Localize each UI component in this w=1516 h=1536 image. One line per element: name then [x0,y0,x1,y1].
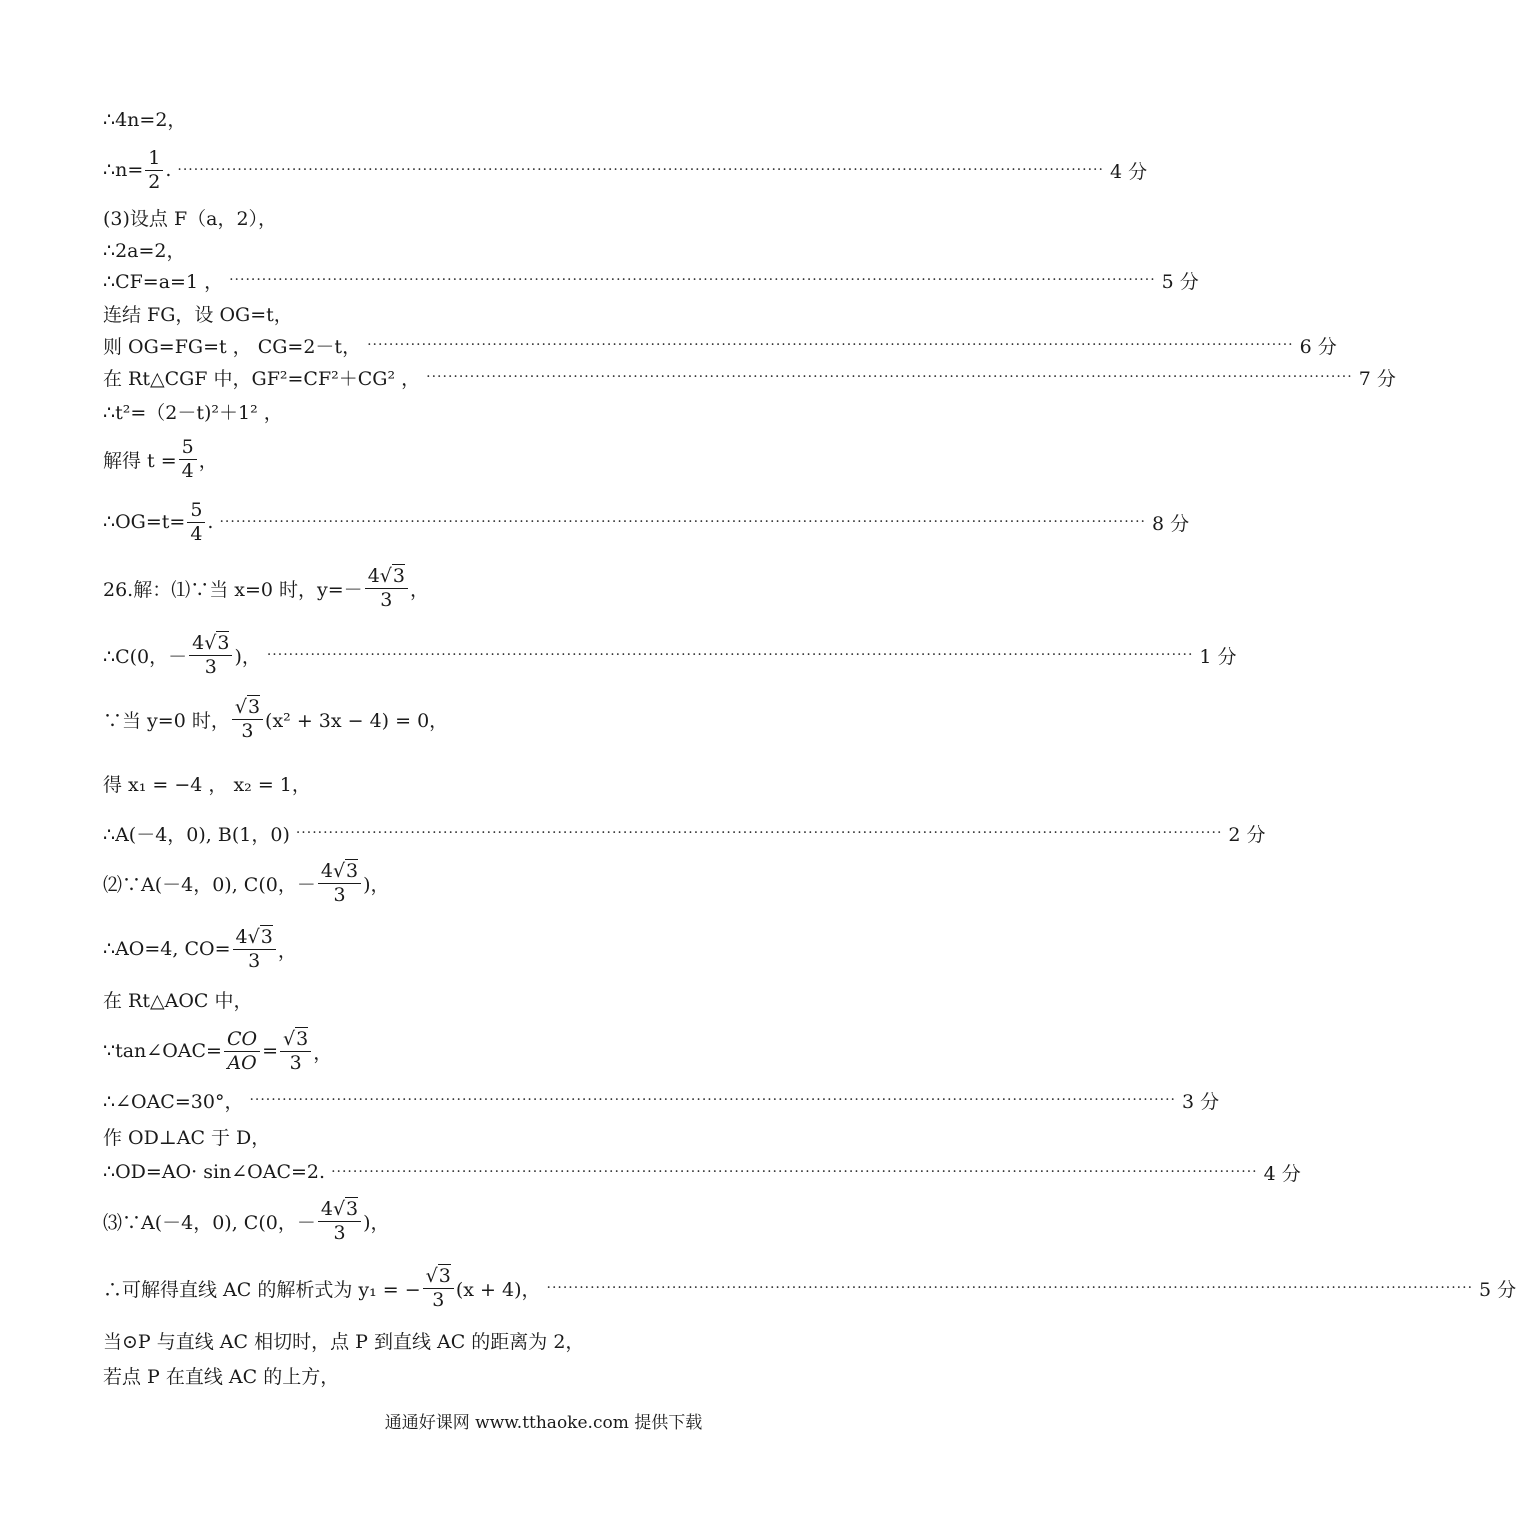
leader-dots: ·········································································································································································· [249,1092,1176,1108]
fraction-five-fourths: $\frac{5}{4}$ [187,499,205,546]
score-label: 3 分 [1182,1090,1220,1113]
line-og-result: ∴OG=t= $\frac{5}{4}$ . ·········································································································································································· 8 分 [103,498,1190,545]
line-og-fg: 则 OG=FG=t ， CG=2－t， ·········································································································································································· 6 分 [103,330,890,360]
line-od-result: ∴OD=AO· sin∠OAC=2. ·········································································································································································· 4 分 [103,1157,890,1187]
score-label: 5 分 [1479,1278,1516,1301]
line-angle-oac: ∴∠OAC=30°， ·········································································································································································· 3 分 [103,1085,890,1115]
line-2a: ∴2a=2， [103,239,186,262]
fraction-sqrt3-over-3: $\frac{√3}{3}$ [280,1028,311,1075]
fraction-4sqrt3-over-3: $\frac{4√3}{3}$ [318,860,361,907]
line-n-half: ∴n= $\frac{1}{2}$ . ·········································································································································································· 4 分 [103,146,1148,193]
line-tan: ∵tan∠OAC= $\frac{CO}{AO}$ = $\frac{√3}{3}$ ， [103,1027,333,1074]
line-rt-aoc: 在 Rt△AOC 中， [103,989,253,1012]
line-t-squared: ∴t²=（2－t)²＋1² ， [103,401,283,424]
fraction-sqrt3-over-3: $\frac{√3}{3}$ [232,696,263,743]
fraction-five-fourths: $\frac{5}{4}$ [179,436,197,483]
line-ac-equation: ∴可解得直线 AC 的解析式为 y₁ = − $\frac{√3}{3}$ (x + 4)， ·········································································································································································· 5 分 [103,1264,1516,1311]
score-label: 8 分 [1152,512,1190,535]
leader-dots: ·········································································································································································· [295,825,1223,841]
fraction-half: $\frac{1}{2}$ [145,147,163,194]
line-connect-fg: 连结 FG，设 OG=t， [103,303,293,326]
line-rt-cgf: 在 Rt△CGF 中，GF²=CF²＋CG² ， ·········································································································································································· 7 分 [103,362,890,392]
line-ao-co: ∴AO=4, CO= $\frac{4√3}{3}$ ， [103,925,297,972]
score-label: 4 分 [1263,1162,1301,1185]
line-above-ac: 若点 P 在直线 AC 的上方， [103,1365,340,1388]
line-od-perp: 作 OD⊥AC 于 D， [103,1126,271,1149]
line-cf: ∴CF=a=1 ， ·········································································································································································· 5 分 [103,265,890,295]
leader-dots: ·········································································································································································· [331,1164,1258,1180]
fraction-co-ao: $\frac{CO}{AO}$ [224,1028,260,1075]
fraction-sqrt3-over-3: $\frac{√3}{3}$ [423,1265,454,1312]
line-q2-points: ⑵∵A(－4，0), C(0，－ $\frac{4√3}{3}$ )， [103,859,390,906]
line-4n: ∴4n=2， [103,108,187,131]
score-label: 5 分 [1161,270,1199,293]
score-label: 6 分 [1299,335,1337,358]
leader-dots: ·········································································································································································· [367,337,1294,353]
score-label: 4 分 [1109,160,1148,183]
leader-dots: ·········································································································································································· [229,272,1156,288]
line-roots: 得 x₁ = −4 ， x₂ = 1， [103,773,311,796]
line-solve-t: 解得 t = $\frac{5}{4}$ ， [103,435,218,482]
leader-dots: ·········································································································································································· [219,514,1147,530]
fraction-4sqrt3-over-3: $\frac{4√3}{3}$ [189,632,232,679]
fraction-4sqrt3-over-3: $\frac{4√3}{3}$ [233,926,276,973]
leader-dots: ·········································································································································································· [426,369,1353,385]
fraction-4sqrt3-over-3: $\frac{4√3}{3}$ [365,565,408,612]
line-points-ab: ∴A(－4，0), B(1，0) ·········································································································································································· 2 分 [103,818,890,848]
line-tangent: 当⊙P 与直线 AC 相切时，点 P 到直线 AC 的距离为 2， [103,1330,585,1353]
leader-dots: ·········································································································································································· [177,162,1104,178]
leader-dots: ·········································································································································································· [546,1280,1474,1296]
line-y-zero: ∵当 y=0 时， $\frac{√3}{3}$ (x² + 3x − 4) = 0， [103,695,449,742]
line-point-f: (3)设点 F（a，2）， [103,207,278,230]
footer-credit: 通通好课网 www.tthaoke.com 提供下载 [384,1413,703,1433]
fraction-4sqrt3-over-3: $\frac{4√3}{3}$ [318,1198,361,1245]
line-q26-start: 26.解：⑴∵当 x=0 时，y=－ $\frac{4√3}{3}$ ， [103,564,429,611]
score-label: 1 分 [1199,645,1237,668]
score-label: 7 分 [1358,367,1396,390]
leader-dots: ·········································································································································································· [266,647,1194,663]
line-point-c: ∴C(0，－ $\frac{4√3}{3}$ )， ·········································································································································································· 1 分 [103,631,1237,678]
score-label: 2 分 [1228,823,1266,846]
line-q3-points: ⑶∵A(－4，0), C(0，－ $\frac{4√3}{3}$ )， [103,1197,390,1244]
